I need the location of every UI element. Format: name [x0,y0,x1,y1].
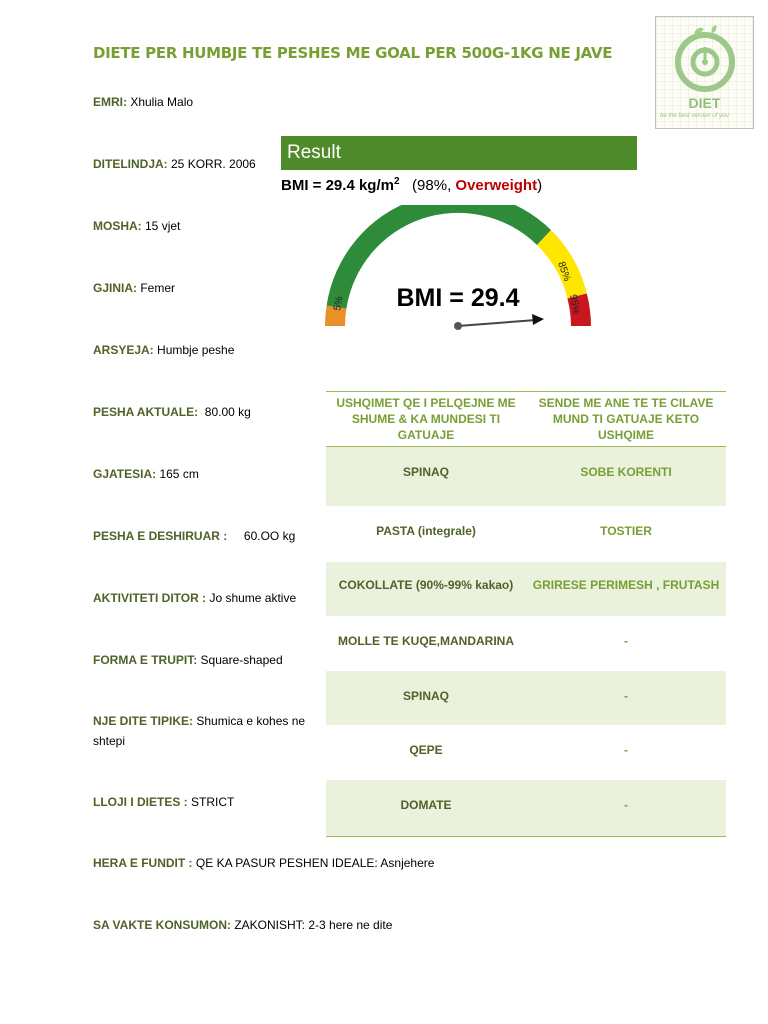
field-birthdate: DITELINDJA: 25 KORR. 2006 [93,157,256,171]
table-row [326,671,726,725]
table-cell: PASTA (integrale) [376,523,476,538]
gauge-needle-tip [532,314,544,325]
table-cell: QEPE [409,742,443,757]
result-header: Result [281,136,637,170]
field-typical-day: NJE DITE TIPIKE: Shumica e kohes ne shtepi [93,714,306,748]
table-row [326,506,726,562]
logo-text: DIET [688,95,721,111]
field-body-shape: FORMA E TRUPIT: Square-shaped [93,653,283,667]
table-cell: MOLLE TE KUQE,MANDARINA [338,633,514,648]
bmi-gauge [318,205,598,335]
apple-clock-icon [656,17,753,97]
table-cell: - [526,780,726,837]
page-title: DIETE PER HUMBJE TE PESHES ME GOAL PER 500G-1KG NE JAVE [93,44,613,62]
field-gender: GJINIA: Femer [93,281,176,295]
gauge-mark-85: 85% [555,260,573,283]
field-last-ideal-weight: HERA E FUNDIT : QE KA PASUR PESHEN IDEALE: Asnjehere [93,856,435,870]
table-cell: SOBE KORENTI [526,447,726,506]
field-diet-type: LLOJI I DIETES : STRICT [93,795,235,809]
field-reason: ARSYEJA: Humbje peshe [93,343,235,357]
table-cell: - [526,671,726,725]
field-height: GJATESIA: 165 cm [93,467,199,481]
field-current-weight: PESHA AKTUALE: 80.00 kg [93,405,251,419]
table-header-tools: SENDE ME ANE TE TE CILAVE MUND TI GATUAJE KETO USHQIME [526,392,726,447]
logo-tagline: be the best version of you [660,113,729,119]
gauge-needle [458,320,536,326]
table-cell: SPINAQ [326,447,526,506]
table-row [326,562,726,616]
table-row [326,447,726,506]
table-cell: COKOLLATE (90%-99% kakao) [326,562,526,616]
table-cell: - [624,742,628,757]
gauge-mark-5: 5% [332,295,346,312]
table-cell: TOSTIER [600,523,652,538]
table-header-foods: USHQIMET QE I PELQEJNE ME SHUME & KA MUNDESI TI GATUAJE [326,392,526,447]
table-cell: SPINAQ [326,671,526,725]
gauge-bmi-label: BMI = 29.4 [396,284,520,312]
table-cell: - [624,633,628,648]
field-age: MOSHA: 15 vjet [93,219,181,233]
diet-logo [655,16,754,129]
gauge-needle-pivot [454,322,462,330]
bmi-category: Overweight [455,177,538,194]
gauge-mark-95: 95% [567,293,582,316]
field-desired-weight: PESHA E DESHIRUAR : 60.OO kg [93,529,296,543]
table-cell: GRIRESE PERIMESH , FRUTASH [526,562,726,616]
table-row [326,725,726,780]
bmi-summary: BMI = 29.4 $kg/m^2$ (98%, Overweight) [281,176,543,194]
field-daily-activity: AKTIVITETI DITOR : Jo shume aktive [93,591,297,605]
field-name: EMRI: Xhulia Malo [93,95,194,109]
table-row [326,616,726,671]
table-row [326,780,726,837]
table-cell: DOMATE [326,780,526,837]
field-meals-per-day: SA VAKTE KONSUMON: ZAKONISHT: 2-3 here ne dite [93,918,393,932]
food-table [326,391,726,837]
